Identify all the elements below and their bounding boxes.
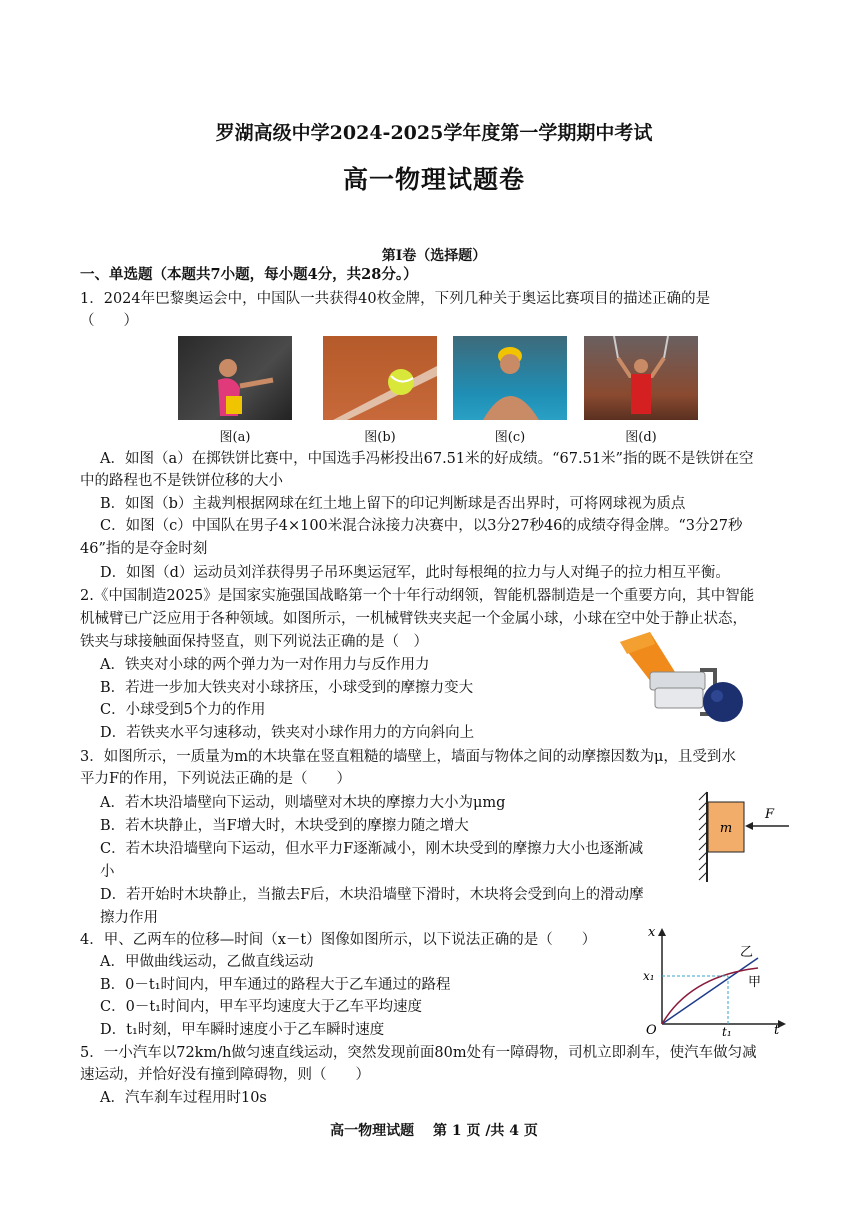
q2-stem-line2: 机械臂已广泛应用于各种领域。如图所示，一机械臂铁夹夹起一个金属小球，小球在空中处于静止状态， — [80, 611, 747, 627]
q3-stem: 3．如图所示，一质量为m的木块靠在竖直粗糙的墙壁上，墙面与物体之间的动摩擦因数为μ，且受到水 — [80, 749, 736, 765]
x-t-graph — [640, 926, 790, 1036]
graph-x1-label: x₁ — [643, 969, 655, 983]
robot-arm-figure — [615, 632, 750, 730]
q2-option-b: B．若进一步加大铁夹对小球挤压，小球受到的摩擦力变大 — [100, 680, 474, 696]
q2-option-c: C．小球受到5个力的作用 — [100, 702, 266, 718]
graph-origin-label: O — [646, 1023, 657, 1036]
figure-c-caption: 图(c) — [494, 430, 526, 445]
q3-option-d: D．若开始时木块静止，当撤去F后，木块沿墙壁下滑时，木块将会受到向上的滑动摩 — [100, 887, 644, 903]
q4-option-d: D．t₁时刻，甲车瞬时速度小于乙车瞬时速度 — [100, 1022, 385, 1038]
q4-option-b: B．0－t₁时间内，甲车通过的路程大于乙车通过的路程 — [100, 977, 451, 993]
wall-block-figure — [695, 790, 795, 885]
q1-option-a-cont: 中的路程也不是铁饼位移的大小 — [80, 473, 283, 489]
q2-option-a: A．铁夹对小球的两个弹力为一对作用力与反作用力 — [100, 657, 430, 673]
q4-option-a: A．甲做曲线运动，乙做直线运动 — [100, 954, 314, 970]
q2-option-d: D．若铁夹水平匀速移动，铁夹对小球作用力的方向斜向上 — [100, 725, 475, 741]
q1-stem-paren: （ ） — [80, 313, 138, 329]
q3-option-a: A．若木块沿墙壁向下运动，则墙壁对木块的摩擦力大小为μmg — [100, 795, 506, 811]
part-heading: 一、单选题（本题共7小题，每小题4分，共28分。） — [80, 266, 418, 283]
q2-stem: 2.《中国制造2025》是国家实施强国战略第一个十年行动纲领，智能机器制造是一个重要方向，其中智能 — [80, 588, 755, 604]
figure-c-swimmer-photo — [453, 336, 567, 420]
figure-b-caption: 图(b) — [364, 430, 396, 445]
q1-stem: 1．2024年巴黎奥运会中，中国队一共获得40枚金牌，下列几种关于奥运比赛项目的描述正确的是 — [80, 291, 711, 307]
q4-option-c: C．0－t₁时间内，甲车平均速度大于乙车平均速度 — [100, 999, 422, 1015]
graph-t1-label: t₁ — [722, 1025, 732, 1036]
page-footer: 高一物理试题 第 1 页 /共 4 页 — [330, 1123, 538, 1139]
graph-curve-jia-label: 甲 — [748, 975, 762, 990]
q3-option-b: B．若木块静止，当F增大时，木块受到的摩擦力随之增大 — [100, 818, 469, 834]
block-mass-label: m — [719, 821, 733, 836]
q1-option-c-cont: 46”指的是夺金时刻 — [80, 541, 208, 557]
q3-option-c-cont: 小 — [100, 864, 115, 880]
graph-x-axis-label: t — [774, 1023, 780, 1036]
paper-title: 高一物理试题卷 — [342, 165, 525, 194]
figure-d-caption: 图(d) — [625, 430, 657, 445]
q1-option-d: D．如图（d）运动员刘洋获得男子吊环奥运冠军，此时每根绳的拉力与人对绳子的拉力相互平衡。 — [100, 565, 730, 581]
figure-b-tennis-photo — [323, 336, 437, 420]
graph-y-axis-label: x — [648, 926, 656, 940]
q5-stem: 5．一小汽车以72km/h做匀速直线运动，突然发现前面80m处有一障碍物，司机立即刹车，使汽车做匀减 — [80, 1045, 757, 1061]
q2-stem-line3: 铁夹与球接触面保持竖直，则下列说法正确的是（ ） — [80, 634, 428, 650]
q3-option-d-cont: 擦力作用 — [100, 910, 158, 926]
graph-line-yi-label: 乙 — [740, 945, 754, 960]
q5-option-a: A．汽车刹车过程用时10s — [100, 1090, 267, 1106]
q1-option-b: B．如图（b）主裁判根据网球在红土地上留下的印记判断球是否出界时，可将网球视为质点 — [100, 496, 686, 512]
q4-stem: 4．甲、乙两车的位移—时间（x－t）图像如图所示，以下说法正确的是（ ） — [80, 932, 597, 948]
force-label: F — [765, 807, 775, 822]
q3-stem-line2: 平力F的作用，下列说法正确的是（ ） — [80, 771, 352, 787]
figure-a-caption: 图(a) — [219, 430, 251, 445]
q3-option-c: C．若木块沿墙壁向下运动，但水平力F逐渐减小，刚木块受到的摩擦力大小也逐渐减 — [100, 841, 644, 857]
q1-option-c: C．如图（c）中国队在男子4×100米混合泳接力决赛中，以3分27秒46的成绩夺得金牌。“3分27秒 — [100, 518, 743, 534]
q5-stem-line2: 速运动，并恰好没有撞到障碍物，则（ ） — [80, 1067, 370, 1083]
school-exam-title: 罗湖高级中学2024-2025学年度第一学期期中考试 — [215, 122, 653, 144]
figure-d-rings-photo — [584, 336, 698, 420]
figure-a-discus-photo — [178, 336, 292, 420]
section-title: 第Ⅰ卷（选择题） — [381, 248, 487, 264]
q1-option-a: A．如图（a）在掷铁饼比赛中，中国选手冯彬投出67.51米的好成绩。“67.51米”指的既不是铁饼在空 — [100, 451, 754, 467]
